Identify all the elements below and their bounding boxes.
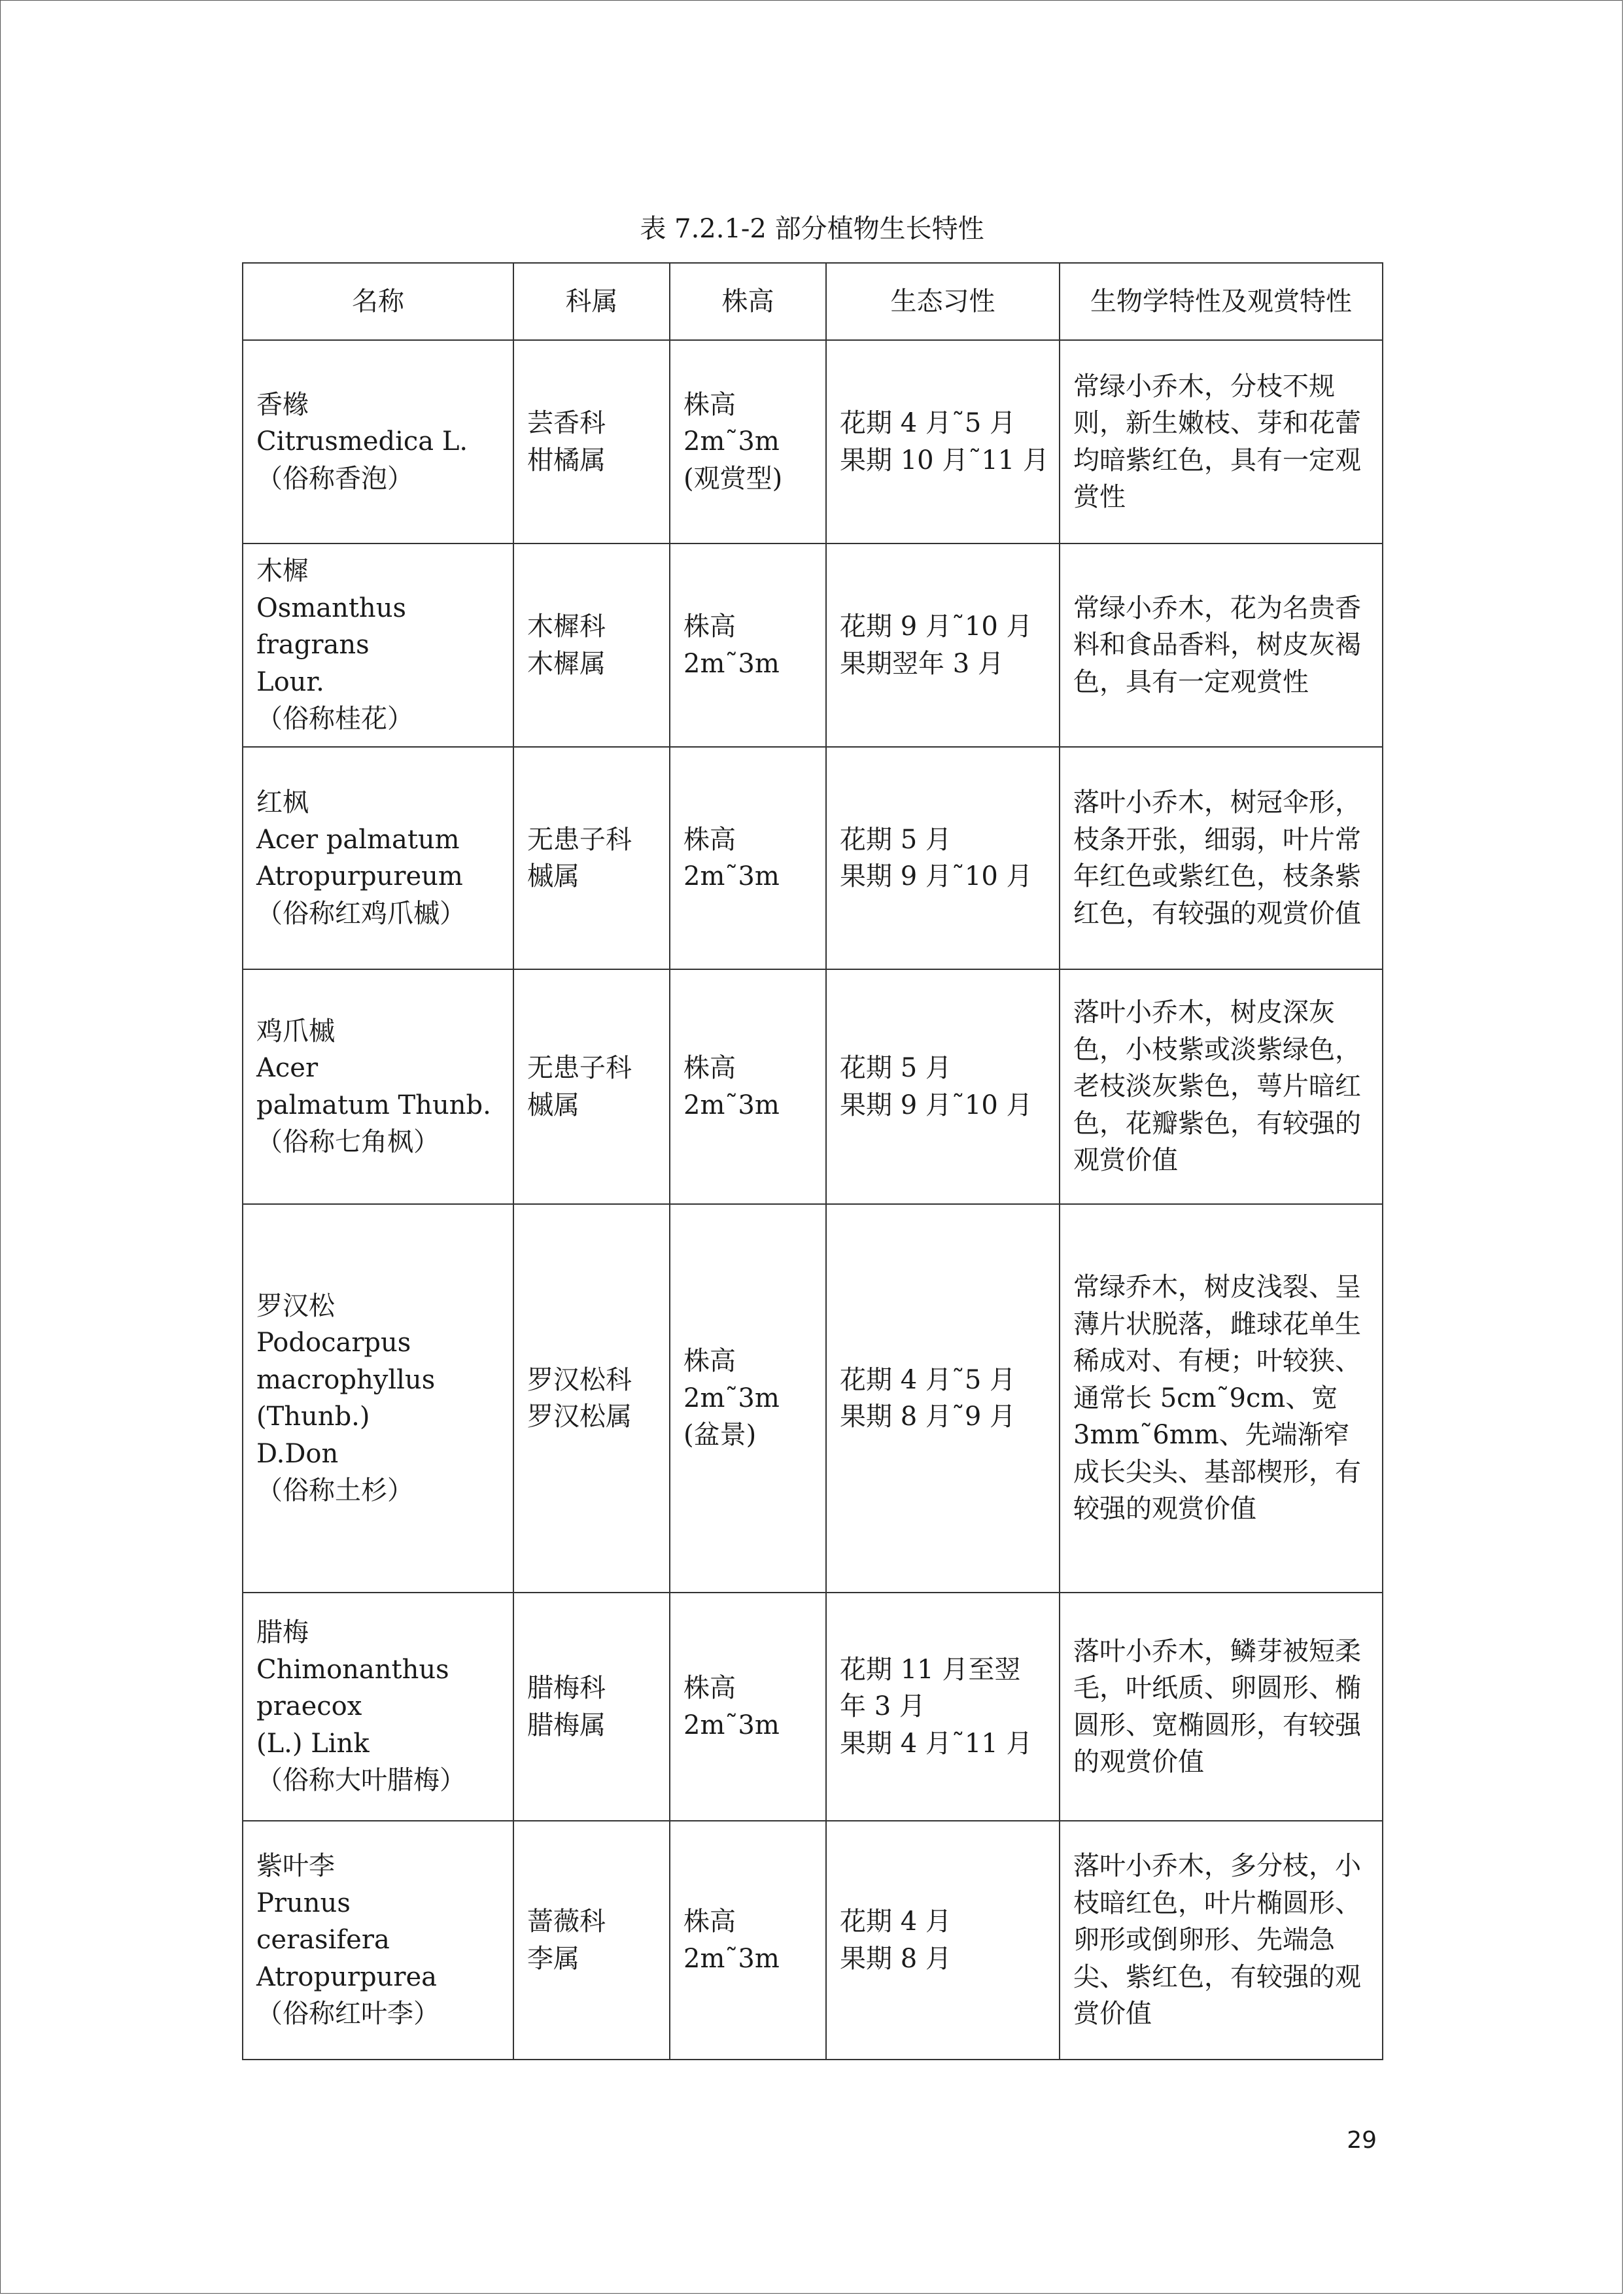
family-label: 无患子科: [527, 1053, 632, 1083]
latin-name: Acer palmatum: [256, 824, 460, 855]
cell-traits: 常绿乔木，树皮浅裂、呈薄片状脱落，雌球花单生稀成对、有梗；叶较狭、通常长 5cm˜9cm、宽 3mm˜6mm、先端渐窄成长尖头、基部楔形，有较强的观赏价值: [1060, 1204, 1383, 1593]
cell-height: [670, 969, 826, 1204]
cell-habit: [826, 969, 1060, 1204]
latin-name: (Thunb.): [256, 1402, 370, 1432]
fruiting-period: 果期 9 月˜10 月: [840, 1090, 1033, 1120]
page-number: 29: [1347, 2127, 1377, 2154]
table-row: [243, 969, 1383, 1204]
latin-name: Lour.: [256, 666, 324, 697]
height-label: 株高: [683, 1053, 736, 1083]
flowering-period: 花期 5 月: [840, 1053, 952, 1083]
cell-family: [513, 1821, 670, 2060]
latin-name: Chimonanthus: [256, 1654, 449, 1685]
latin-name: Atropurpurea: [256, 1961, 437, 1992]
genus-label: 柑橘属: [527, 445, 606, 475]
family-label: 芸香科: [527, 408, 606, 438]
cell-family: [513, 747, 670, 969]
cell-name: [243, 1204, 513, 1593]
height-value: 2m˜3m: [683, 1090, 780, 1120]
cell-name: [243, 544, 513, 747]
cell-name: [243, 1821, 513, 2060]
cn-name: 腊梅: [256, 1617, 309, 1648]
fruiting-period: 果期翌年 3 月: [840, 648, 1004, 679]
latin-name: Acer: [256, 1053, 319, 1083]
cn-name: 鸡爪槭: [256, 1016, 335, 1046]
height-label: 株高: [683, 612, 736, 642]
common-name: （俗称大叶腊梅）: [256, 1765, 466, 1796]
genus-label: 腊梅属: [527, 1710, 606, 1740]
family-label: 无患子科: [527, 824, 632, 855]
latin-name: palmatum Thunb.: [256, 1090, 491, 1120]
flowering-period-cont: 年 3 月: [840, 1691, 925, 1722]
family-label: 木樨科: [527, 612, 606, 642]
height-label: 株高: [683, 1907, 736, 1937]
cell-family: [513, 1593, 670, 1821]
cell-height: [670, 747, 826, 969]
header-name: 名称: [243, 263, 513, 340]
height-value: 2m˜3m: [683, 426, 780, 457]
header-height: 株高: [670, 263, 826, 340]
common-name: （俗称桂花）: [256, 704, 413, 734]
fruiting-period: 果期 8 月: [840, 1943, 952, 1974]
cn-name: 木樨: [256, 556, 309, 587]
family-label: 罗汉松科: [527, 1364, 632, 1395]
genus-label: 槭属: [527, 861, 579, 891]
cell-name: [243, 747, 513, 969]
table-row: [243, 1821, 1383, 2060]
cell-height: [670, 1593, 826, 1821]
genus-label: 槭属: [527, 1090, 579, 1120]
cell-habit: [826, 1204, 1060, 1593]
cell-family: [513, 544, 670, 747]
cell-traits: 落叶小乔木，树皮深灰色，小枝紫或淡紫绿色，老枝淡灰紫色，萼片暗红色，花瓣紫色，有较强的观赏价值: [1060, 969, 1383, 1204]
fruiting-period: 果期 4 月˜11 月: [840, 1728, 1033, 1759]
family-label: 蔷薇科: [527, 1907, 606, 1937]
cell-traits: 落叶小乔木，树冠伞形，枝条开张，细弱，叶片常年红色或紫红色，枝条紫红色，有较强的观赏价值: [1060, 747, 1383, 969]
cn-name: 香橼: [256, 389, 309, 420]
table-row: [243, 340, 1383, 544]
latin-name: Atropurpureum: [256, 861, 463, 891]
latin-name: praecox: [256, 1691, 362, 1722]
cell-habit: [826, 340, 1060, 544]
cell-name: [243, 969, 513, 1204]
height-label: 株高: [683, 1346, 736, 1377]
latin-name: Osmanthus: [256, 593, 406, 623]
latin-name: macrophyllus: [256, 1364, 436, 1395]
header-family: 科属: [513, 263, 670, 340]
cell-family: [513, 1204, 670, 1593]
latin-name: D.Don: [256, 1438, 339, 1469]
height-value: 2m˜3m: [683, 1943, 780, 1974]
flowering-period: 花期 4 月˜5 月: [840, 408, 1016, 438]
cell-height: [670, 544, 826, 747]
fruiting-period: 果期 8 月˜9 月: [840, 1402, 1016, 1432]
height-label: 株高: [683, 1673, 736, 1703]
flowering-period: 花期 4 月: [840, 1907, 952, 1937]
cell-traits: 落叶小乔木，多分枝，小枝暗红色，叶片椭圆形、卵形或倒卵形、先端急尖、紫红色，有较强的观赏价值: [1060, 1821, 1383, 2060]
height-value: 2m˜3m: [683, 861, 780, 891]
cell-habit: [826, 1821, 1060, 2060]
common-name: （俗称土杉）: [256, 1475, 413, 1506]
flowering-period: 花期 5 月: [840, 824, 952, 855]
cell-traits: 落叶小乔木，鳞芽被短柔毛，叶纸质、卵圆形、椭圆形、宽椭圆形，有较强的观赏价值: [1060, 1593, 1383, 1821]
flowering-period: 花期 9 月˜10 月: [840, 612, 1033, 642]
cell-name: [243, 340, 513, 544]
flowering-period: 花期 4 月˜5 月: [840, 1364, 1016, 1395]
fruiting-period: 果期 9 月˜10 月: [840, 861, 1033, 891]
height-label: 株高: [683, 824, 736, 855]
header-habit: 生态习性: [826, 263, 1060, 340]
cell-habit: [826, 1593, 1060, 1821]
cell-family: [513, 340, 670, 544]
latin-name: Citrusmedica L.: [256, 426, 468, 457]
genus-label: 罗汉松属: [527, 1402, 632, 1432]
height-note: (盆景): [683, 1420, 757, 1451]
cn-name: 红枫: [256, 787, 309, 818]
common-name: （俗称七角枫）: [256, 1127, 440, 1157]
family-label: 腊梅科: [527, 1673, 606, 1703]
table-row: [243, 1593, 1383, 1821]
plant-table: [242, 262, 1383, 2060]
height-label: 株高: [683, 389, 736, 420]
latin-name: cerasifera: [256, 1925, 390, 1956]
cell-height: [670, 1204, 826, 1593]
table-row: [243, 747, 1383, 969]
common-name: （俗称红叶李）: [256, 1999, 440, 2029]
cell-traits: 常绿小乔木，分枝不规则，新生嫩枝、芽和花蕾均暗紫红色，具有一定观赏性: [1060, 340, 1383, 544]
cn-name: 罗汉松: [256, 1290, 335, 1321]
table-row: [243, 544, 1383, 747]
cell-habit: [826, 544, 1060, 747]
latin-name: (L.) Link: [256, 1728, 370, 1759]
cell-height: [670, 340, 826, 544]
latin-name: Podocarpus: [256, 1328, 411, 1358]
cell-height: [670, 1821, 826, 2060]
header-traits: 生物学特性及观赏特性: [1060, 263, 1383, 340]
fruiting-period: 果期 10 月˜11 月: [840, 445, 1049, 475]
cn-name: 紫叶李: [256, 1851, 335, 1882]
height-value: 2m˜3m: [683, 1383, 780, 1413]
latin-name: fragrans: [256, 630, 370, 661]
flowering-period: 花期 11 月至翌: [840, 1654, 1021, 1685]
common-name: （俗称香泡）: [256, 463, 413, 494]
cell-name: [243, 1593, 513, 1821]
genus-label: 木樨属: [527, 648, 606, 679]
height-value: 2m˜3m: [683, 648, 780, 679]
cell-family: [513, 969, 670, 1204]
table-row: [243, 1204, 1383, 1593]
latin-name: Prunus: [256, 1888, 351, 1918]
cell-traits: 常绿小乔木，花为名贵香料和食品香料，树皮灰褐色，具有一定观赏性: [1060, 544, 1383, 747]
cell-habit: [826, 747, 1060, 969]
table-caption: 表 7.2.1-2 部分植物生长特性: [640, 214, 984, 244]
common-name: （俗称红鸡爪槭）: [256, 898, 466, 929]
table-header-row: [243, 263, 1383, 340]
height-value: 2m˜3m: [683, 1710, 780, 1740]
genus-label: 李属: [527, 1943, 579, 1974]
height-note: (观赏型): [683, 463, 783, 494]
